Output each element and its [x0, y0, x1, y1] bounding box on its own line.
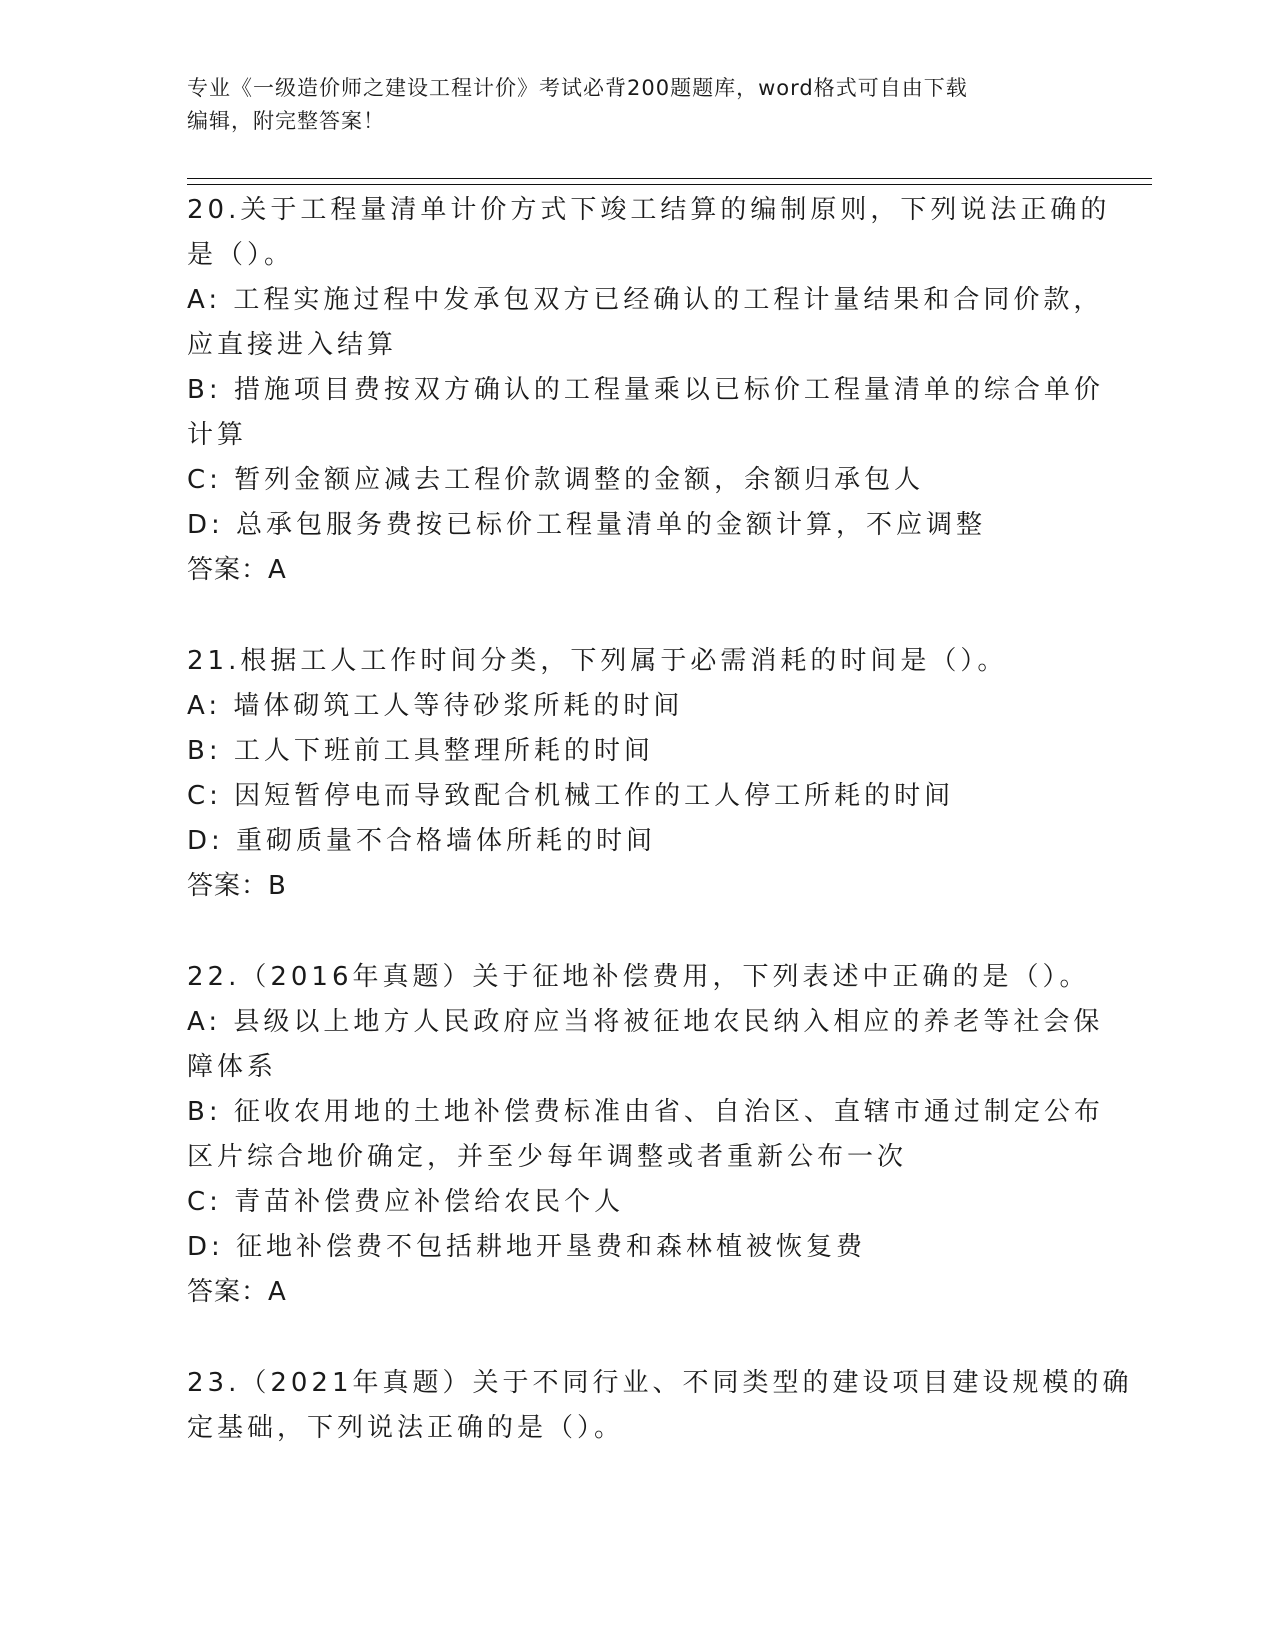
question-23	[187, 1361, 1133, 1451]
option-d: D: 征地补偿费不包括耕地开垦费和森林植被恢复费	[187, 1232, 867, 1262]
option-b: B: 工人下班前工具整理所耗的时间	[187, 736, 654, 766]
option-a-continued: 障体系	[187, 1052, 278, 1082]
header-line-1: 专业《一级造价师之建设工程计价》考试必背200题题库，word格式可自由下载	[187, 76, 968, 100]
option-a: A: 墙体砌筑工人等待砂浆所耗的时间	[187, 691, 684, 721]
header-line-2: 编辑，附完整答案！	[187, 109, 385, 133]
answer: 答案：B	[187, 871, 287, 901]
option-a: A: 县级以上地方人民政府应当将被征地农民纳入相应的养老等社会保	[187, 1007, 1104, 1037]
option-c: C: 暂列金额应减去工程价款调整的金额，余额归承包人	[187, 465, 925, 495]
question-stem: 23.（2021年真题）关于不同行业、不同类型的建设项目建设规模的确	[187, 1368, 1133, 1398]
option-b: B: 措施项目费按双方确认的工程量乘以已标价工程量清单的综合单价	[187, 375, 1104, 405]
question-21	[187, 639, 1087, 909]
question-22	[187, 955, 1104, 1315]
option-c: C: 青苗补偿费应补偿给农民个人	[187, 1187, 625, 1217]
question-20	[187, 188, 1111, 593]
question-stem: 20.关于工程量清单计价方式下竣工结算的编制原则，下列说法正确的	[187, 195, 1111, 225]
question-stem: 是（）。	[187, 240, 295, 270]
option-b: B: 征收农用地的土地补偿费标准由省、自治区、直辖市通过制定公布	[187, 1097, 1104, 1127]
header-divider-top	[187, 178, 1152, 179]
option-a: A: 工程实施过程中发承包双方已经确认的工程计量结果和合同价款，	[187, 285, 1104, 315]
question-list	[187, 188, 1133, 1497]
question-stem: 21.根据工人工作时间分类，下列属于必需消耗的时间是（）。	[187, 646, 1008, 676]
option-b-continued: 区片综合地价确定，并至少每年调整或者重新公布一次	[187, 1142, 908, 1172]
document-header	[187, 72, 1087, 138]
option-d: D: 重砌质量不合格墙体所耗的时间	[187, 826, 657, 856]
answer: 答案：A	[187, 555, 287, 585]
option-d: D: 总承包服务费按已标价工程量清单的金额计算，不应调整	[187, 510, 987, 540]
question-stem: 定基础，下列说法正确的是（）。	[187, 1413, 625, 1443]
answer: 答案：A	[187, 1277, 287, 1307]
option-a-continued: 应直接进入结算	[187, 330, 398, 360]
question-stem: 22.（2016年真题）关于征地补偿费用，下列表述中正确的是（）。	[187, 962, 1090, 992]
option-b-continued: 计算	[187, 420, 248, 450]
header-divider-bottom	[187, 184, 1152, 185]
option-c: C: 因短暂停电而导致配合机械工作的工人停工所耗的时间	[187, 781, 955, 811]
